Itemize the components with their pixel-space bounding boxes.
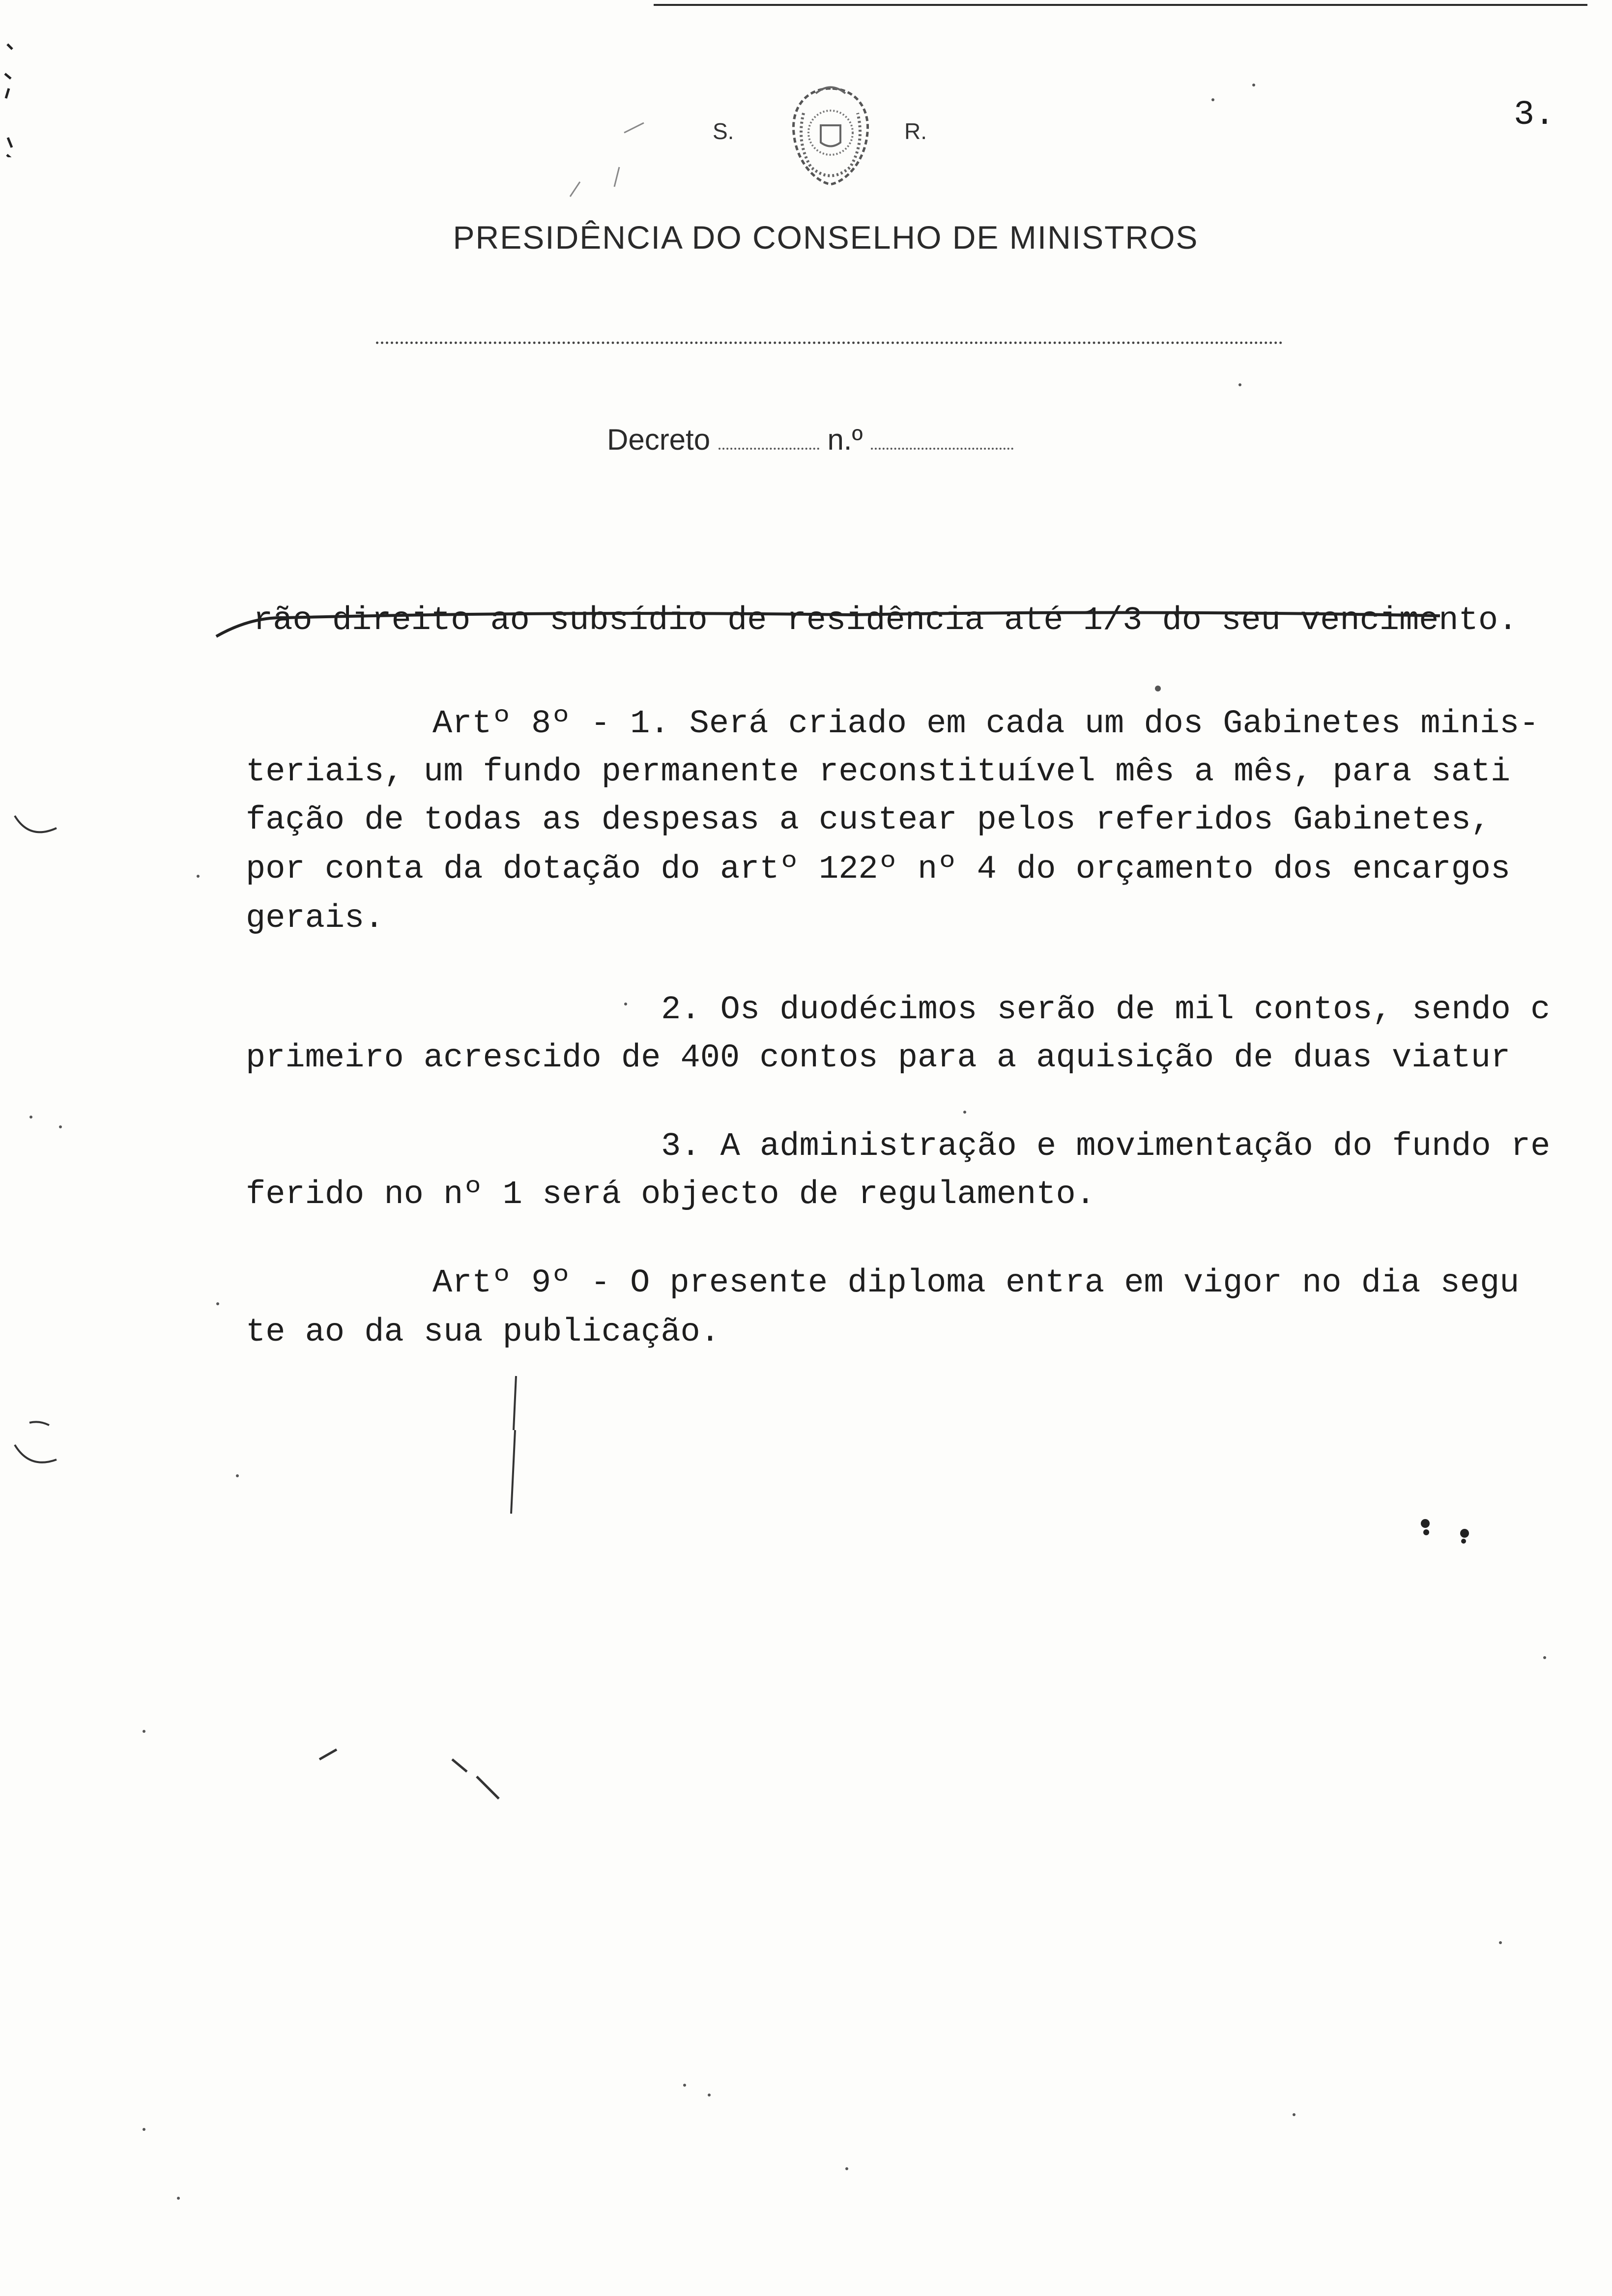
speck	[216, 1302, 219, 1305]
struck-text: rão direito ao subsídio de residência até 1/3 do seu vencimen	[253, 602, 1459, 639]
top-rule	[654, 4, 1587, 6]
speck	[1499, 1941, 1502, 1944]
speck	[1293, 2113, 1295, 2116]
item2-line-1: 2. Os duodécimos serão de mil contos, sendo c	[661, 991, 1551, 1029]
speck	[143, 2128, 145, 2131]
speck	[683, 2084, 686, 2087]
item3-line-1: 3. A administração e movimentação do fundo re	[661, 1128, 1551, 1165]
seal-right-letter: R.	[904, 118, 927, 144]
margin-arc-mark	[10, 806, 64, 845]
speck	[845, 2167, 848, 2170]
speck	[177, 2197, 180, 2200]
margin-specks	[0, 29, 20, 157]
speck	[1211, 98, 1214, 101]
diagonal-pen-tick	[442, 1750, 506, 1804]
speck	[197, 875, 200, 878]
page-number: 3.	[1514, 96, 1555, 135]
decree-number-dots	[871, 444, 1013, 450]
institution-title: PRESIDÊNCIA DO CONSELHO DE MINISTROS	[453, 219, 1199, 256]
ink-specks	[1415, 1514, 1479, 1548]
speck	[143, 1730, 145, 1733]
art8-line-4: por conta da dotação do artº 122º nº 4 do orçamento dos encargos	[246, 851, 1511, 888]
decree-line	[607, 423, 1013, 457]
letterhead-seal	[713, 74, 927, 192]
speck	[624, 1003, 627, 1005]
small-pen-tick	[315, 1745, 344, 1764]
dotted-divider	[376, 342, 1283, 344]
kept-text: to.	[1458, 602, 1518, 639]
speck	[963, 1111, 966, 1114]
margin-arc-mark-lower	[10, 1415, 64, 1479]
speck	[1155, 686, 1161, 691]
coat-of-arms-icon	[777, 79, 885, 192]
art8-line-5: gerais.	[246, 900, 384, 937]
speck	[708, 2094, 711, 2096]
art8-line-3: fação de todas as despesas a custear pelos referidos Gabinetes,	[246, 802, 1491, 839]
art9-line-1: Artº 9º - O presente diploma entra em vigor no dia segu	[432, 1264, 1520, 1302]
speck	[59, 1125, 62, 1128]
decree-number-label: n.º	[827, 423, 863, 456]
speck	[236, 1474, 239, 1477]
item2-line-2: primeiro acrescido de 400 contos para a aquisição de duas viatur	[246, 1039, 1511, 1077]
decree-dots	[719, 444, 819, 450]
art9-line-2: te ao da sua publicação.	[246, 1314, 720, 1351]
speck	[1238, 383, 1241, 386]
vertical-pen-stroke	[496, 1371, 526, 1519]
speck	[29, 1116, 32, 1119]
strikethrough-scribble	[211, 597, 1519, 641]
decree-label: Decreto	[607, 423, 711, 456]
seal-left-letter: S.	[713, 118, 734, 144]
faint-pen-tick	[560, 118, 654, 216]
art8-line-1: Artº 8º - 1. Será criado em cada um dos Gabinetes minis-	[432, 705, 1539, 743]
item3-line-2: ferido no nº 1 será objecto de regulamento.	[246, 1176, 1095, 1213]
speck	[1543, 1656, 1546, 1659]
speck	[1252, 84, 1255, 86]
art8-line-2: teriais, um fundo permanente reconstituível mês a mês, para sati	[246, 753, 1511, 791]
